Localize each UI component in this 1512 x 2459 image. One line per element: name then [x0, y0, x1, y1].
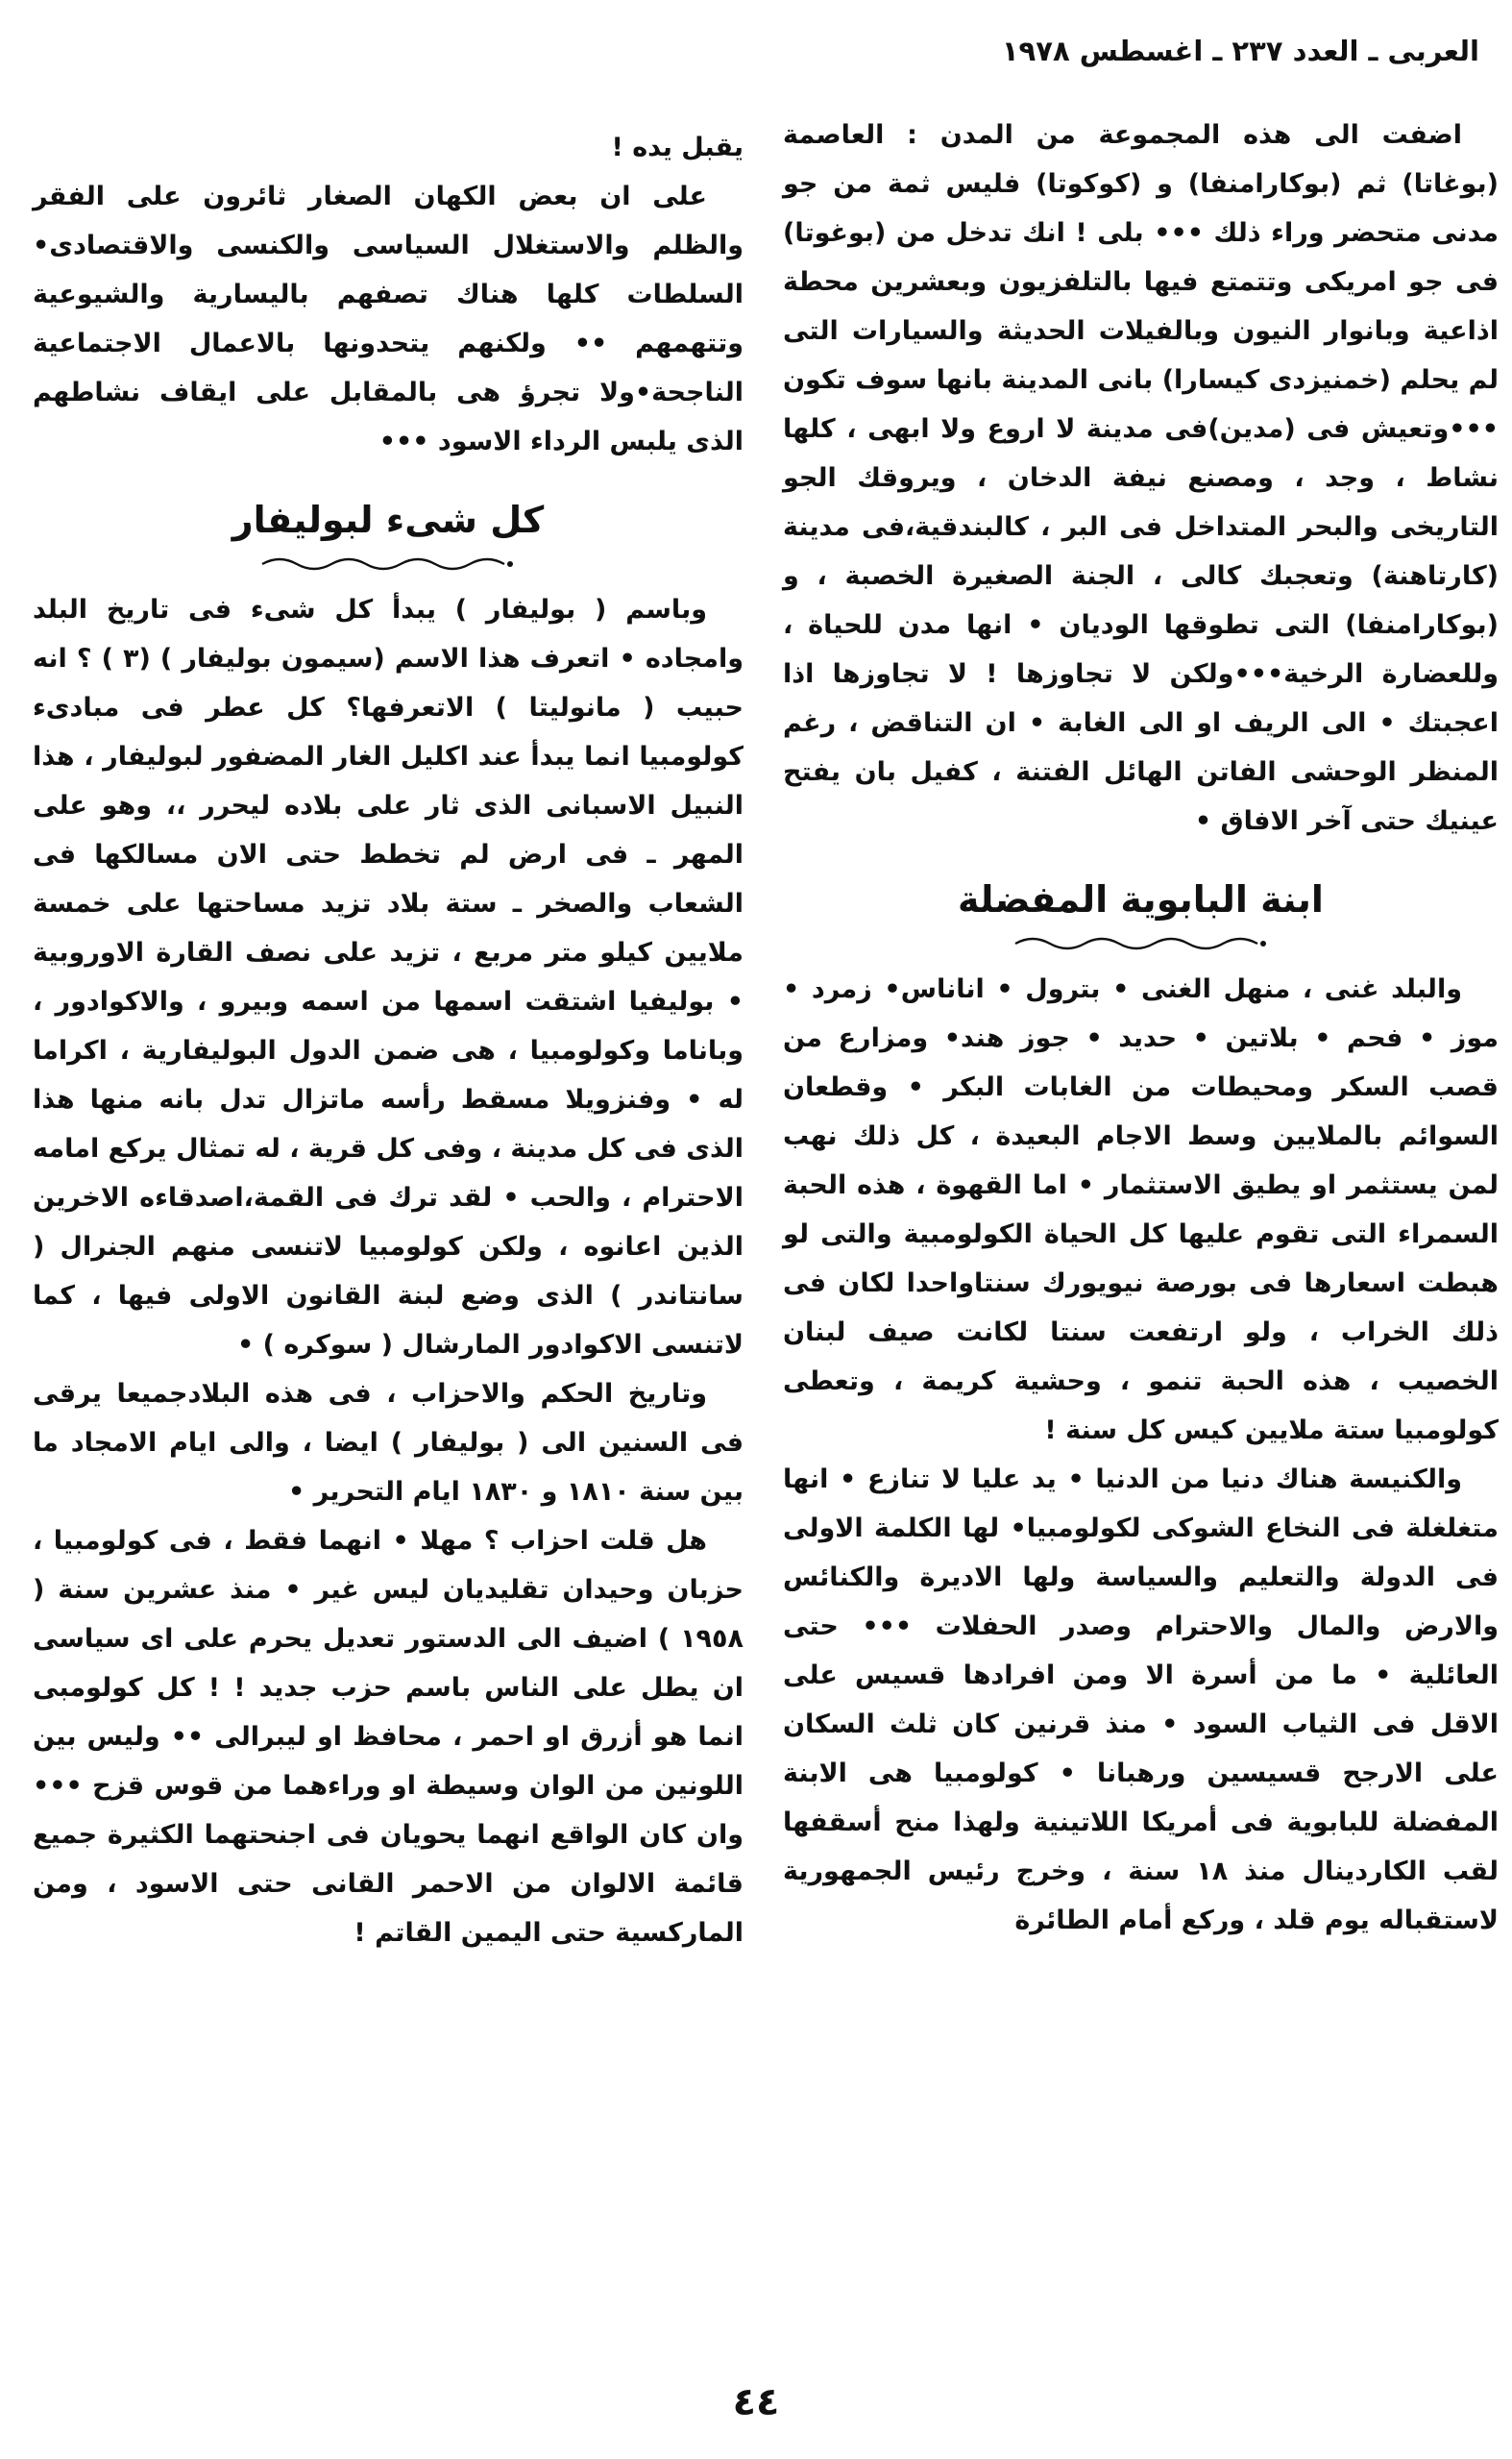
left-paragraph-5: هل قلت احزاب ؟ مهلا • انهما فقط ، فى كولومبيا ، حزبان وحيدان تقليديان ليس غير • منذ عشرين سنة ( ١٩٥٨ ) اضيف الى الدستور تعديل يحرم على اى سياسى ان يطل على الناس باسم حزب جديد ! ! كل كولومبى انما هو أزرق او احمر ، محافظ او ليبرالى •• وليس بين اللونين من الوان وسيطة او وراءهما من قوس قزح ••• وان كان الواقع انهما يحويان فى اجنحتهما الكثيرة جميع قائمة الالوان من الاحمر القانى حتى الاسود ، ومن الماركسية حتى اليمين القاتم ! [33, 1526, 744, 1948]
right-paragraph-1: اضفت الى هذه المجموعة من المدن : العاصمة (بوغاتا) ثم (بوكارامنفا) و (كوكوتا) فليس ثمة من جو مدنى متحضر وراء ذلك ••• بلى ! انك تدخل من (بوغوتا) فى جو امريكى وتتمتع فيها بالتلفزيون وبعشرين محطة اذاعية وبانوار النيون وبالفيلات الحديثة والسيارات التى لم يحلم (خمنيزدى كيسارا) بانى المدينة بانها سوف تكون •••وتعيش فى (مدين)فى مدينة لا اروع ولا ابهى ، كلها نشاط ، وجد ، ومصنع نيفة الدخان ، ويروقك الجو التاريخى والبحر المتداخل فى البر ، كالبندقية،فى مدينة (كارتاهنة) وتعجبك كالى ، الجنة الصغيرة الخصبة ، و (بوكارامنفا) التى تطوقها الوديان • انها مدن للحياة ، وللعضارة الرخية•••ولكن لا تجاوزها ! لا تجاوزها اذا اعجبتك • الى الريف او الى الغابة • ان التناقض ، رغم المنظر الوحشى الفاتن الهائل الفتنة ، كفيل بان يفتح عينيك حتى آخر الافاق • [783, 120, 1499, 836]
flourish-ornament-right [1012, 930, 1271, 953]
left-subheading: كل شىء لبوليفار [232, 499, 545, 541]
left-paragraph-3: وباسم ( بوليفار ) يبدأ كل شىء فى تاريخ البلد وامجاده • اتعرف هذا الاسم (سيمون بوليفار ) (٣ ) ؟ انه حبيب ( مانوليتا ) الاتعرفها؟ كل عطر فى مبادىء كولومبيا انما يبدأ عند اكليل الغار المضفور لبوليفار ، هذا النبيل الاسبانى الذى ثار على بلاده ليحرر ،، وهو على المهر ـ فى ارض لم تخطط حتى الان مسالكها فى الشعاب والصخر ـ ستة بلاد تزيد مساحتها على خمسة ملايين كيلو متر مربع ، تزيد على نصف القارة الاوروبية • بوليفيا اشتقت اسمها من اسمه وبيرو ، والاكوادور ، وباناما وكولومبيا ، هى ضمن الدول البوليفارية ، اكراما له • وفنزويلا مسقط رأسه ماتزال تدل بانه منها هذا الذى فى كل مدينة ، وفى كل قرية ، له تمثال يركع امامه الاحترام ، والحب • لقد ترك فى القمة،اصدقاءه الاخرين الذين اعانوه ، ولكن كولومبيا لاتنسى منهم الجنرال ( سانتاندر ) الذى وضع لبنة القانون الاولى فيها ، كما لاتنسى الاكوادور المارشال ( سوكره ) • [33, 595, 744, 1360]
left-column [33, 123, 744, 1957]
running-header: العربى ـ العدد ٢٣٧ ـ اغسطس ١٩٧٨ [1001, 35, 1479, 67]
right-paragraph-2: والبلد غنى ، منهل الغنى • بترول • اناناس• زمرد • موز • فحم • بلاتين • حديد • جوز هند• ومزارع من قصب السكر ومحيطات من الغابات البكر • وقطعان السوائم بالملايين وسط الاجام البعيدة ، كل ذلك نهب لمن يستثمر او يطيق الاستثمار • اما القهوة ، هذه الحبة السمراء التى تقوم عليها كل الحياة الكولومبية والتى لو هبطت اسعارها فى بورصة نيويورك سنتاواحدا لكان فى ذلك الخراب ، ولو ارتفعت سنتا لكانت صيف لبنان الخصيب ، هذه الحبة تنمو ، وحشية كريمة ، وتعطى كولومبيا ستة ملايين كيس كل سنة ! [783, 974, 1499, 1445]
left-paragraph-1: يقبل يده ! [611, 133, 744, 162]
left-paragraph-2: على ان بعض الكهان الصغار ثائرون على الفقر والظلم والاستغلال السياسى والكنسى والاقتصادى• السلطات كلها هناك تصفهم باليسارية والشيوعية وتتهمهم •• ولكنهم يتحدونها بالاعمال الاجتماعية الناجحة•ولا تجرؤ هى بالمقابل على ايقاف نشاطهم الذى يلبس الرداء الاسود ••• [33, 182, 744, 456]
right-column [783, 111, 1499, 1945]
flourish-ornament-left [258, 551, 518, 574]
left-paragraph-4: وتاريخ الحكم والاحزاب ، فى هذه البلادجميعا يرقى فى السنين الى ( بوليفار ) ايضا ، والى ايام الامجاد ما بين سنة ١٨١٠ و ١٨٣٠ ايام التحرير • [33, 1379, 744, 1507]
right-paragraph-3: والكنيسة هناك دنيا من الدنيا • يد عليا لا تنازع • انها متغلغلة فى النخاع الشوكى لكولومبيا• لها الكلمة الاولى فى الدولة والتعليم والسياسة ولها الاديرة والكنائس والارض والمال والاحترام وصدر الحفلات ••• حتى العائلية • ما من أسرة الا ومن افرادها قسيس على الاقل فى الثياب السود • منذ قرنين كان ثلث السكان على الارجح قسيسين ورهبانا • كولومبيا هى الابنة المفضلة للبابوية فى أمريكا اللاتينية ولهذا منح أسقفها لقب الكاردينال منذ ١٨ سنة ، وخرج رئيس الجمهورية لاستقباله يوم قلد ، وركع أمام الطائرة [783, 1464, 1499, 1935]
page-number: ٤٤ [732, 2380, 780, 2424]
right-subheading: ابنة البابوية المفضلة [958, 878, 1324, 921]
